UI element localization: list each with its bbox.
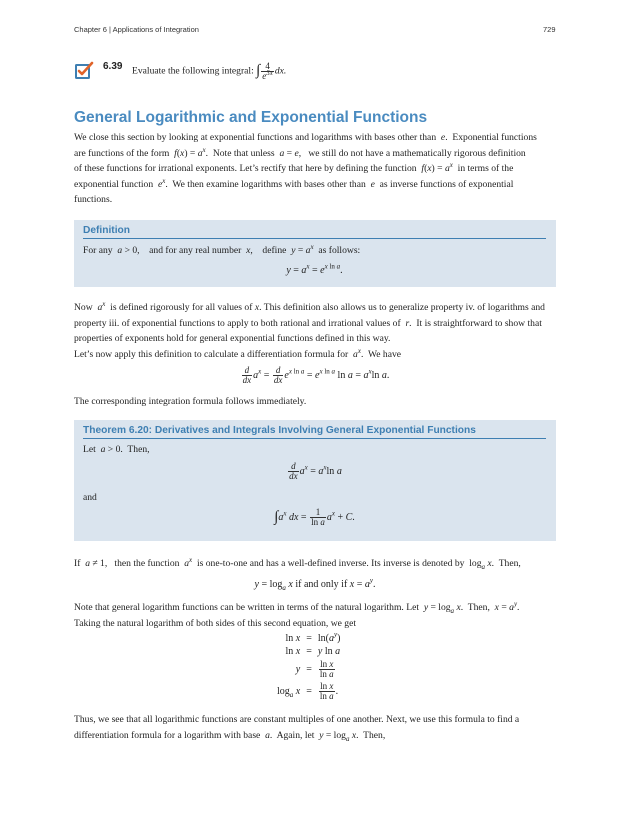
intro-paragraph: [74, 130, 556, 208]
exercise-numerator: 4: [261, 62, 274, 72]
derivation-row: ln x = y ln a: [285, 646, 341, 657]
paragraph-2: [74, 300, 556, 362]
para3-body: [74, 600, 556, 631]
theorem-rule: [83, 438, 546, 439]
para3-line-3: Taking the natural logarithm of both sides of this second equation, we get: [74, 617, 357, 629]
exercise-number: 6.39: [103, 61, 123, 72]
derivation-row: y = $\frac{\text{ln x}}{\text{ln a}}$: [295, 658, 334, 679]
theorem-integral: $\int a^x$ dx = $\frac{1}{\text{ln a}}$ $a^x + C$.: [274, 507, 355, 527]
exercise-differential: dx.: [274, 65, 287, 77]
para2-lead-in: Let’s now apply this definition to calculate a differentiation formula for $a^x$. We have: [74, 346, 402, 360]
definition-rule: [83, 238, 546, 239]
theorem-and: and: [83, 492, 97, 503]
aligned-derivation: [0, 632, 630, 702]
intro-line-4: exponential function $e^x$. We then examine logarithms with bases other than e as inverse functions of exponential: [74, 176, 514, 190]
closing-line-2: differentiation formula for a logarithm with base a. Again, let $y = \log_a x$. Then,: [74, 729, 386, 743]
intro-line-2: are functions of the form $f(x) = a^x$. Note that unless a = e, we still do not have a mathematically rigorous definition: [74, 145, 526, 159]
follow-text: The corresponding integration formula follows immediately.: [74, 396, 307, 407]
intro-line-1: We close this section by looking at exponential functions and logarithms with bases other than e. Exponential functions: [74, 132, 537, 143]
section-title: General Logarithmic and Exponential Functions: [74, 109, 428, 126]
running-header-chapter: Chapter 6 | Applications of Integration: [74, 25, 199, 34]
para2-line-1: Now $a^x$ is defined rigorously for all values of x. This definition also allows us to generalize property iv. of logarithms and: [74, 299, 545, 313]
derivative-formula: $\frac{d}{dx}$ $a^x$ = $\frac{d}{dx}$ $e^{x ln a} = e^{x ln a}$ $\ln a = a^x\ln$ a.: [242, 365, 390, 385]
para2-line-2: property iii. of exponential functions to apply to both rational and irrational values of r. It is straightforward to show that: [74, 317, 542, 329]
intro-line-3: of these functions for irrational exponents. Let’s rectify that here by defining the function $f(x) = a^x$ in terms of the: [74, 161, 514, 175]
definition-formula: $y = a^x = e^x$ $^{ln a}$.: [286, 262, 343, 276]
definition-title: Definition: [83, 225, 130, 236]
derivation-row: ln x = $\ln(a^y)$: [285, 630, 341, 644]
theorem-title: Theorem 6.20: Derivatives and Integrals Involving General Exponential Functions: [83, 425, 476, 436]
theorem-let: Let a > 0. Then,: [83, 444, 150, 455]
closing-paragraph: [74, 712, 556, 743]
definition-statement: For any a > 0, and for any real number x, define $y = a^x$ as follows:: [83, 242, 361, 256]
para3-line-2: Note that general logarithm functions can be written in terms of the natural logarithm. Let $y = \log_a x$. Then, $x = a^y$.: [74, 599, 520, 615]
para2-line-3: properties of exponents hold for general exponential functions defined in this way.: [74, 333, 391, 345]
intro-line-5: functions.: [74, 194, 113, 206]
theorem-derivative: $\frac{d}{dx}$ $a^x = a^x\ln$ a: [289, 461, 342, 481]
checkpoint-icon: [74, 61, 94, 79]
closing-line-1: Thus, we see that all logarithmic functions are constant multiples of one another. Next, we use this formula to find a: [74, 714, 520, 725]
page-number: 729: [543, 25, 556, 34]
exercise-fraction: [261, 62, 274, 81]
exercise-prompt-text: Evaluate the following integral:: [132, 65, 254, 77]
para3-line-1: If a ≠ 1, then the function $a^x$ is one-to-one and has a well-defined inverse. Its inverse is denoted by $\log_a x$. Then,: [74, 555, 521, 571]
derivation-row: $\log_a x$ = $\frac{\text{ln x}}{\text{ln a}}$ .: [277, 680, 339, 701]
log-equivalence: $y = \log_a x$ if and only if $x = a^y$.: [254, 576, 376, 592]
exercise-prompt: [132, 62, 432, 81]
exercise-denominator: $e^{3x}$: [262, 69, 273, 81]
integral-sign: ∫: [256, 62, 261, 79]
